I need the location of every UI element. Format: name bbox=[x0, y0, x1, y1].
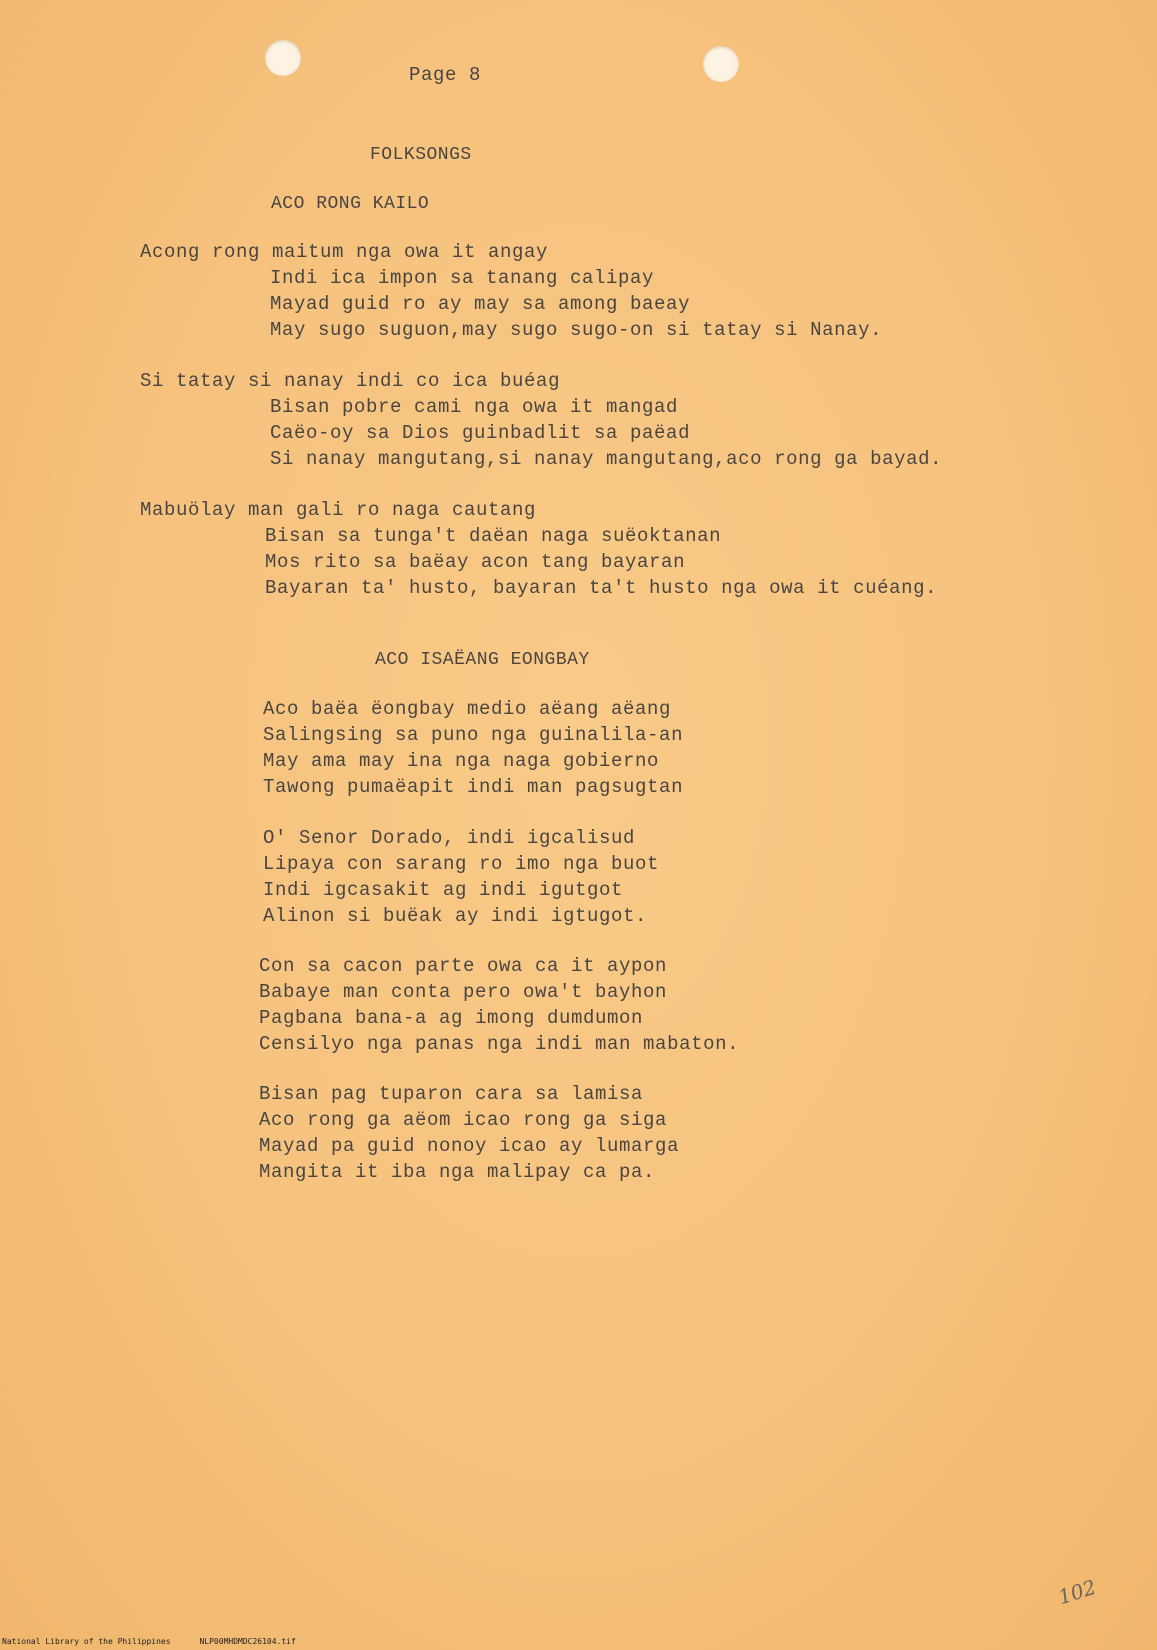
song-title: ACO ISAËANG EONGBAY bbox=[375, 650, 590, 670]
lyric-line: May sugo suguon,may sugo sugo-on si tatay si Nanay. bbox=[270, 319, 883, 341]
lyric-line: Si nanay mangutang,si nanay mangutang,aco rong ga bayad. bbox=[270, 448, 943, 470]
lyric-line: Caëo-oy sa Dios guinbadlit sa paëad bbox=[270, 422, 691, 444]
lyric-line: Tawong pumaëapit indi man pagsugtan bbox=[263, 776, 684, 798]
lyric-line: Mangita it iba nga malipay ca pa. bbox=[259, 1161, 656, 1183]
lyric-line: Babaye man conta pero owa't bayhon bbox=[259, 981, 668, 1003]
lyric-line: Bisan sa tunga't daëan naga suëoktanan bbox=[265, 525, 722, 547]
lyric-line: Mayad pa guid nonoy icao ay lumarga bbox=[259, 1135, 680, 1157]
lyric-line: Mabuölay man gali ro naga cautang bbox=[140, 499, 537, 521]
lyric-line: Bayaran ta' husto, bayaran ta't husto nga owa it cuéang. bbox=[265, 577, 938, 599]
lyric-line: Mos rito sa baëay acon tang bayaran bbox=[265, 551, 686, 573]
document-title: FOLKSONGS bbox=[370, 145, 472, 165]
punch-hole-left bbox=[265, 40, 301, 76]
lyric-line: Indi ica impon sa tanang calipay bbox=[270, 267, 655, 289]
page-label: Page 8 bbox=[409, 64, 482, 86]
lyric-line: Lipaya con sarang ro imo nga buot bbox=[263, 853, 660, 875]
lyric-line: Aco baëa ëongbay medio aëang aëang bbox=[263, 698, 672, 720]
archive-footer bbox=[2, 1637, 296, 1647]
lyric-line: Indi igcasakit ag indi igutgot bbox=[263, 879, 624, 901]
lyric-line: Bisan pag tuparon cara sa lamisa bbox=[259, 1083, 644, 1105]
lyric-line: May ama may ina nga naga gobierno bbox=[263, 750, 660, 772]
lyric-line: O' Senor Dorado, indi igcalisud bbox=[263, 827, 636, 849]
lyric-line: Salingsing sa puno nga guinalila-an bbox=[263, 724, 684, 746]
lyric-line: Censilyo nga panas nga indi man mabaton. bbox=[259, 1033, 740, 1055]
handwritten-page-number: 102 bbox=[1055, 1574, 1099, 1610]
lyric-line: Aco rong ga aëom icao rong ga siga bbox=[259, 1109, 668, 1131]
lyric-line: Con sa cacon parte owa ca it aypon bbox=[259, 955, 668, 977]
lyric-line: Acong rong maitum nga owa it angay bbox=[140, 241, 549, 263]
song-title: ACO RONG KAILO bbox=[271, 194, 430, 214]
lyric-line: Si tatay si nanay indi co ica buéag bbox=[140, 370, 561, 392]
footer-filename: NLP00MHDMDC26104.tif bbox=[199, 1637, 296, 1646]
lyric-line: Alinon si buëak ay indi igtugot. bbox=[263, 905, 648, 927]
punch-hole-right bbox=[703, 46, 739, 82]
footer-library: National Library of the Philippines bbox=[2, 1637, 171, 1646]
lyric-line: Bisan pobre cami nga owa it mangad bbox=[270, 396, 679, 418]
lyric-line: Mayad guid ro ay may sa among baeay bbox=[270, 293, 691, 315]
lyric-line: Pagbana bana-a ag imong dumdumon bbox=[259, 1007, 644, 1029]
